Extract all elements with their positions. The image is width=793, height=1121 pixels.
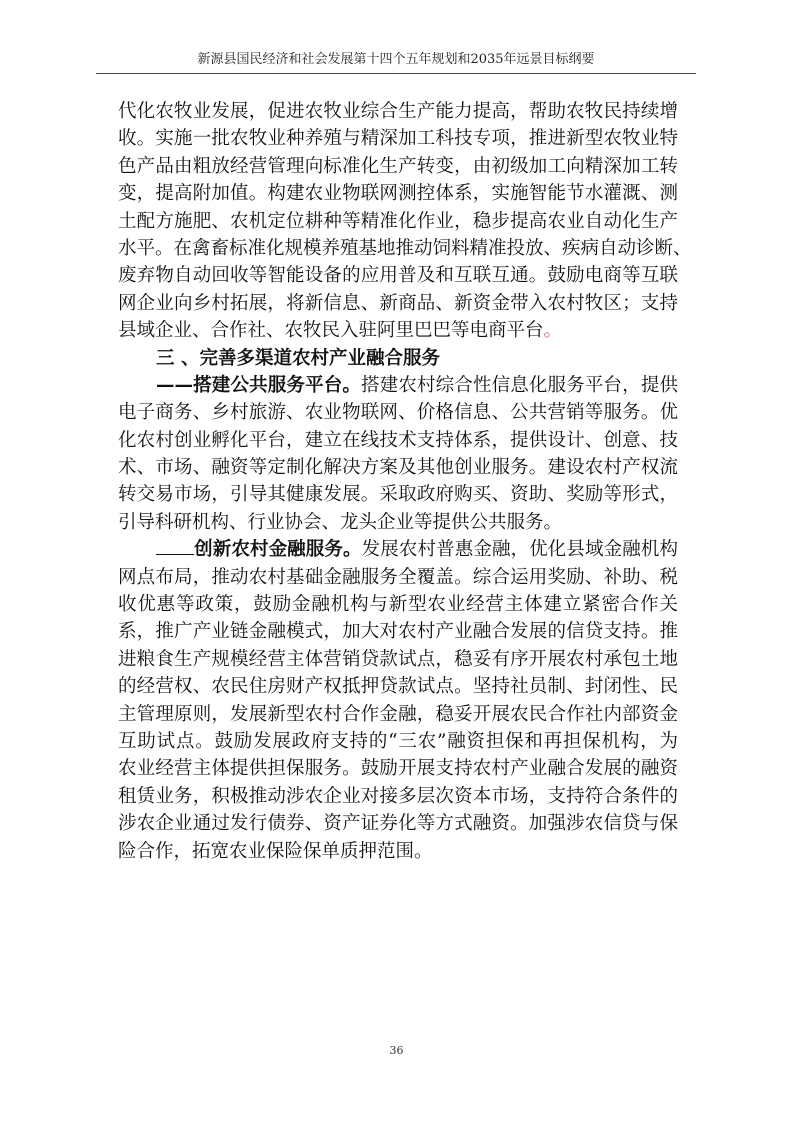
text-line-content: 县域企业、合作社、农牧民入驻阿里巴巴等电商平台: [118, 320, 544, 342]
text-line: 涉农企业通过发行债券、资产证券化等方式融资。加强涉农信贷与保: [118, 813, 678, 835]
running-header: 新源县国民经济和社会发展第十四个五年规划和2035年远景目标纲要: [197, 52, 595, 67]
blank-underline: [156, 538, 194, 555]
page-number: 36: [389, 1044, 404, 1057]
text-line: 互助试点。鼓励发展政府支持的“三农”融资担保和再担保机构，为: [118, 730, 678, 752]
paragraph-2: [118, 372, 678, 536]
text-line: 化农村创业孵化平台，建立在线技术支持体系，提供设计、创意、技: [118, 429, 678, 451]
accent-punctuation: 。: [543, 320, 563, 342]
text-line: [118, 372, 678, 399]
paragraph-3: [118, 536, 678, 865]
section-heading: 三 、完善多渠道农村产业融合服务: [156, 347, 440, 369]
header-rule: [96, 73, 696, 74]
text-line: 代化农牧业发展，促进农牧业综合生产能力提高，帮助农牧民持续增: [118, 101, 678, 122]
text-line: 引导科研机构、行业协会、龙头企业等提供公共服务。: [118, 511, 563, 533]
text-line: 农业经营主体提供担保服务。鼓励开展支持农村产业融合发展的融资: [118, 758, 678, 780]
text-line: [118, 317, 678, 344]
text-line: [118, 536, 678, 563]
text-line: 系，推广产业链金融模式，加大对农村产业融合发展的信贷支持。推: [118, 621, 678, 643]
body-text: [118, 98, 692, 865]
paragraph-lead: 创新农村金融服务。: [194, 539, 362, 561]
text-line: 网企业向乡村拓展，将新信息、新商品、新资金带入农村牧区；支持: [118, 292, 678, 314]
paragraph-lead: ——搭建公共服务平台。: [156, 374, 362, 396]
text-line: 网点布局，推动农村基础金融服务全覆盖。综合运用奖励、补助、税: [118, 566, 678, 588]
text-line: 水平。在禽畜标准化规模养殖基地推动饲料精准投放、疾病自动诊断、: [118, 237, 692, 259]
text-line: 电子商务、乡村旅游、农业物联网、价格信息、公共营销等服务。优: [118, 402, 678, 424]
text-line-content: 发展农村普惠金融，优化县域金融机构: [361, 539, 678, 561]
text-line-content: 搭建农村综合性信息化服务平台，提供: [361, 374, 678, 396]
text-line: 主管理原则，发展新型农村合作金融，稳妥开展农民合作社内部资金: [118, 703, 678, 725]
text-line: 土配方施肥、农机定位耕种等精准化作业，稳步提高农业自动化生产: [118, 210, 678, 232]
text-line: 变，提高附加值。构建农业物联网测控体系，实施智能节水灌溉、测: [118, 183, 678, 205]
text-line: 险合作，拓宽农业保险保单质押范围。: [118, 840, 433, 862]
text-line: 转交易市场，引导其健康发展。采取政府购买、资助、奖励等形式，: [118, 484, 678, 506]
text-line: 色产品由粗放经营管理向标准化生产转变，由初级加工向精深加工转: [118, 155, 678, 177]
text-line: 术、市场、融资等定制化解决方案及其他创业服务。建设农村产权流: [118, 457, 678, 479]
text-line: 废弃物自动回收等智能设备的应用普及和互联互通。鼓励电商等互联: [118, 265, 678, 287]
text-line: 进粮食生产规模经营主体营销贷款试点，稳妥有序开展农村承包土地: [118, 648, 678, 670]
text-line: 的经营权、农民住房财产权抵押贷款试点。坚持社员制、封闭性、民: [118, 676, 678, 698]
paragraph-1: [118, 98, 692, 345]
text-line: 租赁业务，积极推动涉农企业对接多层次资本市场，支持符合条件的: [118, 785, 678, 807]
text-line: 收。实施一批农牧业种养殖与精深加工科技专项，推进新型农牧业特: [118, 128, 678, 150]
text-line: 收优惠等政策，鼓励金融机构与新型农业经营主体建立紧密合作关: [118, 594, 678, 616]
